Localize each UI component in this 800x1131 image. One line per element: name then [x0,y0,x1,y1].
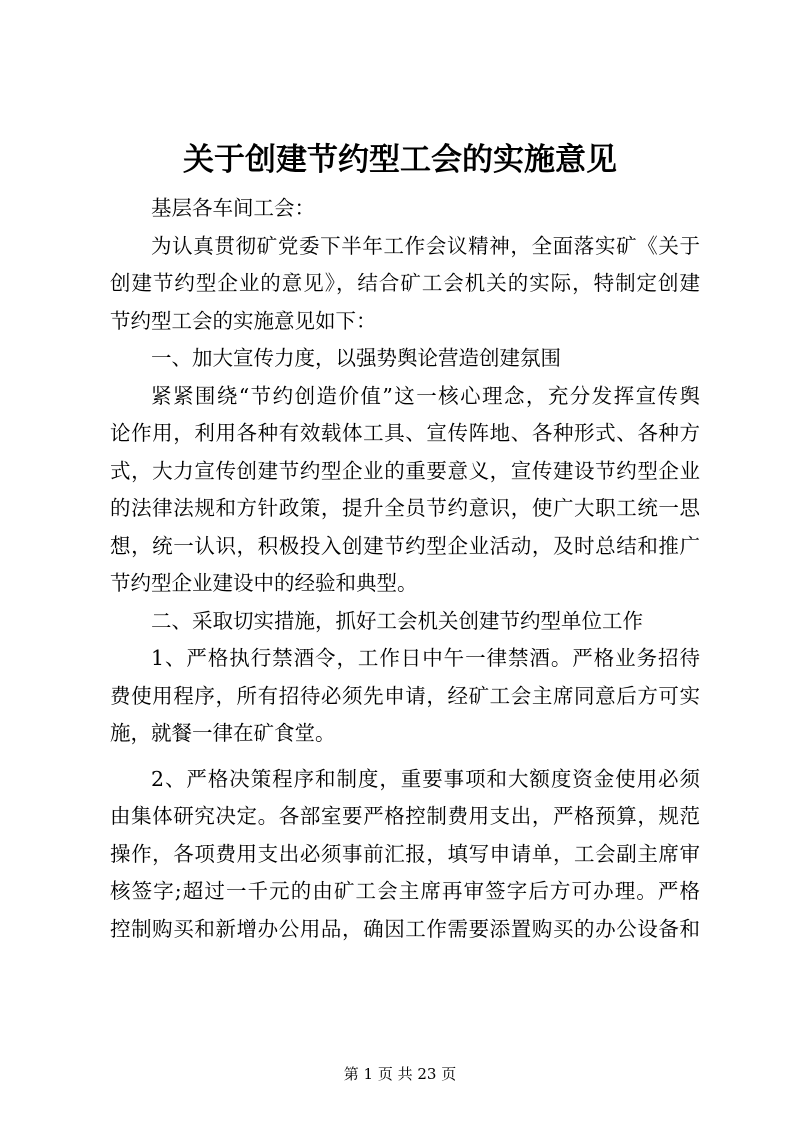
body-line: 紧紧围绕“节约创造价值”这一核心理念，充分发挥宣传舆 [151,383,700,408]
body-line: 二、采取切实措施，抓好工会机关创建节约型单位工作 [151,608,643,633]
body-line: 节约型企业建设中的经验和典型。 [110,571,418,595]
body-line: 创建节约型企业的意见》，结合矿工会机关的实际，特制定创建 [110,271,700,295]
body-line: 论作用，利用各种有效载体工具、宣传阵地、各种形式、各种方 [110,421,700,445]
document-body [110,190,700,948]
body-line: 的法律法规和方针政策，提升全员节约意识，使广大职工统一思 [110,496,700,520]
paragraph-gap [110,753,700,761]
body-line: 节约型工会的实施意见如下： [110,308,377,333]
body-line: 由集体研究决定。各部室要严格控制费用支出，严格预算，规范 [110,804,700,828]
body-line: 式，大力宣传创建节约型企业的重要意义，宣传建设节约型企业 [110,458,700,483]
page-footer: 第 1 页 共 23 页 [343,1065,457,1083]
document-title: 关于创建节约型工会的实施意见 [183,142,617,178]
body-line: 控制购买和新增办公用品，确因工作需要添置购买的办公设备和 [110,916,700,941]
body-line: 施，就餐一律在矿食堂。 [110,721,336,745]
body-line: 基层各车间工会： [151,196,315,220]
body-line: 核签字;超过一千元的由矿工会主席再审签字后方可办理。严格 [110,879,700,903]
body-line: 操作，各项费用支出必须事前汇报，填写申请单，工会副主席审 [110,841,700,866]
body-line: 为认真贯彻矿党委下半年工作会议精神，全面落实矿《关于 [151,233,700,258]
body-line: 想，统一认识，积极投入创建节约型企业活动，及时总结和推广 [110,533,700,558]
body-line: 1、严格执行禁酒令，工作日中午一律禁酒。严格业务招待 [151,646,700,670]
body-line: 费使用程序，所有招待必须先申请，经矿工会主席同意后方可实 [110,683,700,708]
body-line: 一、加大宣传力度，以强势舆论营造创建氛围 [151,346,561,370]
body-line: 2、严格决策程序和制度，重要事项和大额度资金使用必须 [151,766,700,791]
